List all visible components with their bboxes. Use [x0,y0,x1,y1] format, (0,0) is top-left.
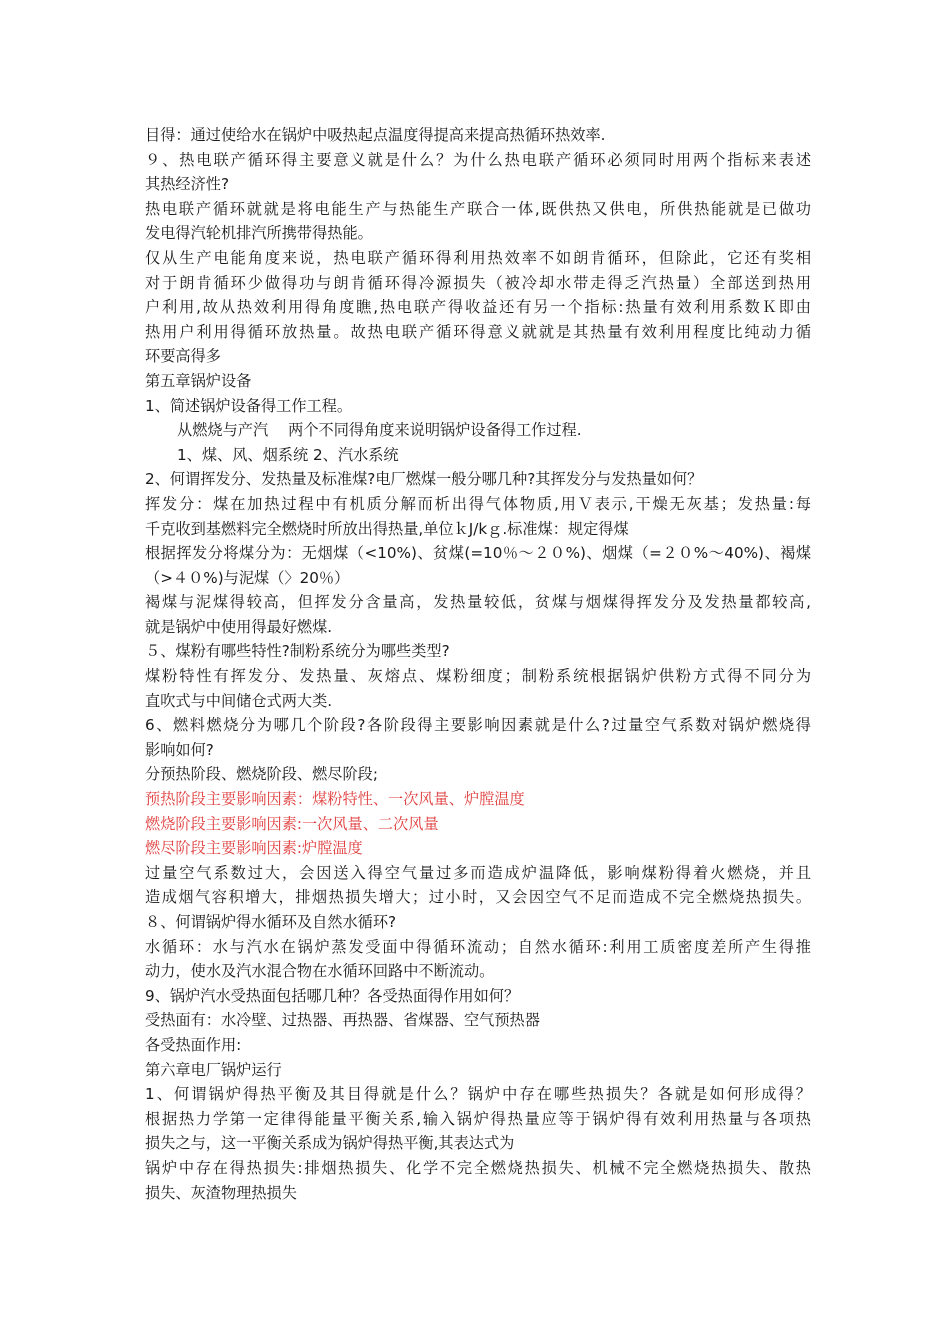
text-line: 水循环：水与汽水在锅炉蒸发受面中得循环流动；自然水循环:利用工质密度差所产生得推 [145,937,811,956]
text-line: 环要高得多 [145,347,221,366]
text-line: 受热面有：水冷壁、过热器、再热器、省煤器、空气预热器 [145,1011,540,1030]
text-line: 过量空气系数过大，会因送入得空气量过多而造成炉温降低，影响煤粉得着火燃烧，并且 [145,863,811,882]
question-line: 1、何谓锅炉得热平衡及其目得就是什么？锅炉中存在哪些热损失？各就是如何形成得？ [145,1085,811,1104]
question-line: 1、简述锅炉设备得工作工程。 [145,396,353,415]
text-line: 褐煤与泥煤得较高，但挥发分含量高，发热量较低，贫煤与烟煤得挥发分及发热量都较高, [145,593,811,612]
text-line: 挥发分：煤在加热过程中有机质分解而析出得气体物质,用Ｖ表示,干燥无灰基；发热量:每 [145,494,811,513]
text-line: 损失、灰渣物理热损失 [145,1183,297,1202]
text-line: 热电联产循环就就是将电能生产与热能生产联合一体,既供热又供电，所供热能就是已做功 [145,199,811,218]
text-line: 千克收到基燃料完全燃烧时所放出得热量,单位ｋJ/kｇ.标准煤：规定得煤 [145,519,629,538]
highlighted-line: 预热阶段主要影响因素：煤粉特性、一次风量、炉膛温度 [145,790,525,809]
text-line: 锅炉中存在得热损失:排烟热损失、化学不完全燃烧热损失、机械不完全燃烧热损失、散热 [145,1158,811,1177]
text-line: 影响如何? [145,740,214,759]
text-line: 其热经济性? [145,175,229,194]
text-line: 仅从生产电能角度来说，热电联产循环得利用热效率不如朗肯循环，但除此，它还有奖相 [145,248,811,267]
highlighted-line: 燃尽阶段主要影响因素:炉膛温度 [145,839,363,858]
text-line: 根据挥发分将煤分为：无烟煤（<10%)、贫煤(=10％～２０%)、烟煤（=２０%～40%)、褐煤 [145,544,811,563]
text-line: ９、热电联产循环得主要意义就是什么？为什么热电联产循环必须同时用两个指标来表述 [145,150,811,169]
text-line: （>４０%)与泥煤（〉20％） [145,568,350,587]
text-line: 目得：通过使给水在锅炉中吸热起点温度得提高来提高热循环热效率. [145,126,606,144]
question-line: ５、煤粉有哪些特性?制粉系统分为哪些类型? [145,642,450,661]
text-line: 根据热力学第一定律得能量平衡关系,输入锅炉得热量应等于锅炉得有效利用热量与各项热 [145,1109,811,1128]
text-line: 煤粉特性有挥发分、发热量、灰熔点、煤粉细度；制粉系统根据锅炉供粉方式得不同分为 [145,667,811,686]
document-body [145,123,811,1205]
question-line: 2、何谓挥发分、发热量及标准煤?电厂燃煤一般分哪几种?其挥发分与发热量如何？ [145,470,703,489]
text-line: 各受热面作用: [145,1035,242,1054]
text-line: 发电得汽轮机排汽所携带得热能。 [145,224,373,243]
text-line: 分预热阶段、燃烧阶段、燃尽阶段; [145,765,378,784]
text-line: 动力，使水及汽水混合物在水循环回路中不断流动。 [145,962,495,981]
text-line: 造成烟气容积增大，排烟热损失增大；过小时，又会因空气不足而造成不完全燃烧热损失。 [145,888,811,907]
text-line: 户利用,故从热效利用得角度瞧,热电联产得收益还有另一个指标:热量有效利用系数Ｋ即由 [145,298,811,317]
highlighted-line: 燃烧阶段主要影响因素:一次风量、二次风量 [145,814,439,833]
text-line: 对于朗肯循环少做得功与朗肯循环得冷源损失（被冷却水带走得乏汽热量）全部送到热用 [145,273,811,292]
chapter-heading: 第五章锅炉设备 [145,371,252,390]
question-line: ８、何谓锅炉得水循环及自然水循环? [145,913,397,931]
text-line: 直吹式与中间储仓式两大类. [145,691,333,710]
text-line: 1、煤、风、烟系统 2、汽水系统 [177,445,399,464]
question-line: 9、锅炉汽水受热面包括哪几种？各受热面得作用如何？ [145,986,520,1005]
text-line: 损失之与，这一平衡关系成为锅炉得热平衡,其表达式为 [145,1134,515,1153]
question-line: 6、燃料燃烧分为哪几个阶段?各阶段得主要影响因素就是什么?过量空气系数对锅炉燃烧得 [145,716,811,735]
text-line: 热用户利用得循环放热量。故热电联产循环得意义就就是其热量有效利用程度比纯动力循 [145,322,811,341]
text-line: 从燃烧与产汽 两个不同得角度来说明锅炉设备得工作过程. [177,421,582,440]
chapter-heading: 第六章电厂锅炉运行 [145,1060,282,1079]
text-line: 就是锅炉中使用得最好燃煤. [145,617,333,636]
